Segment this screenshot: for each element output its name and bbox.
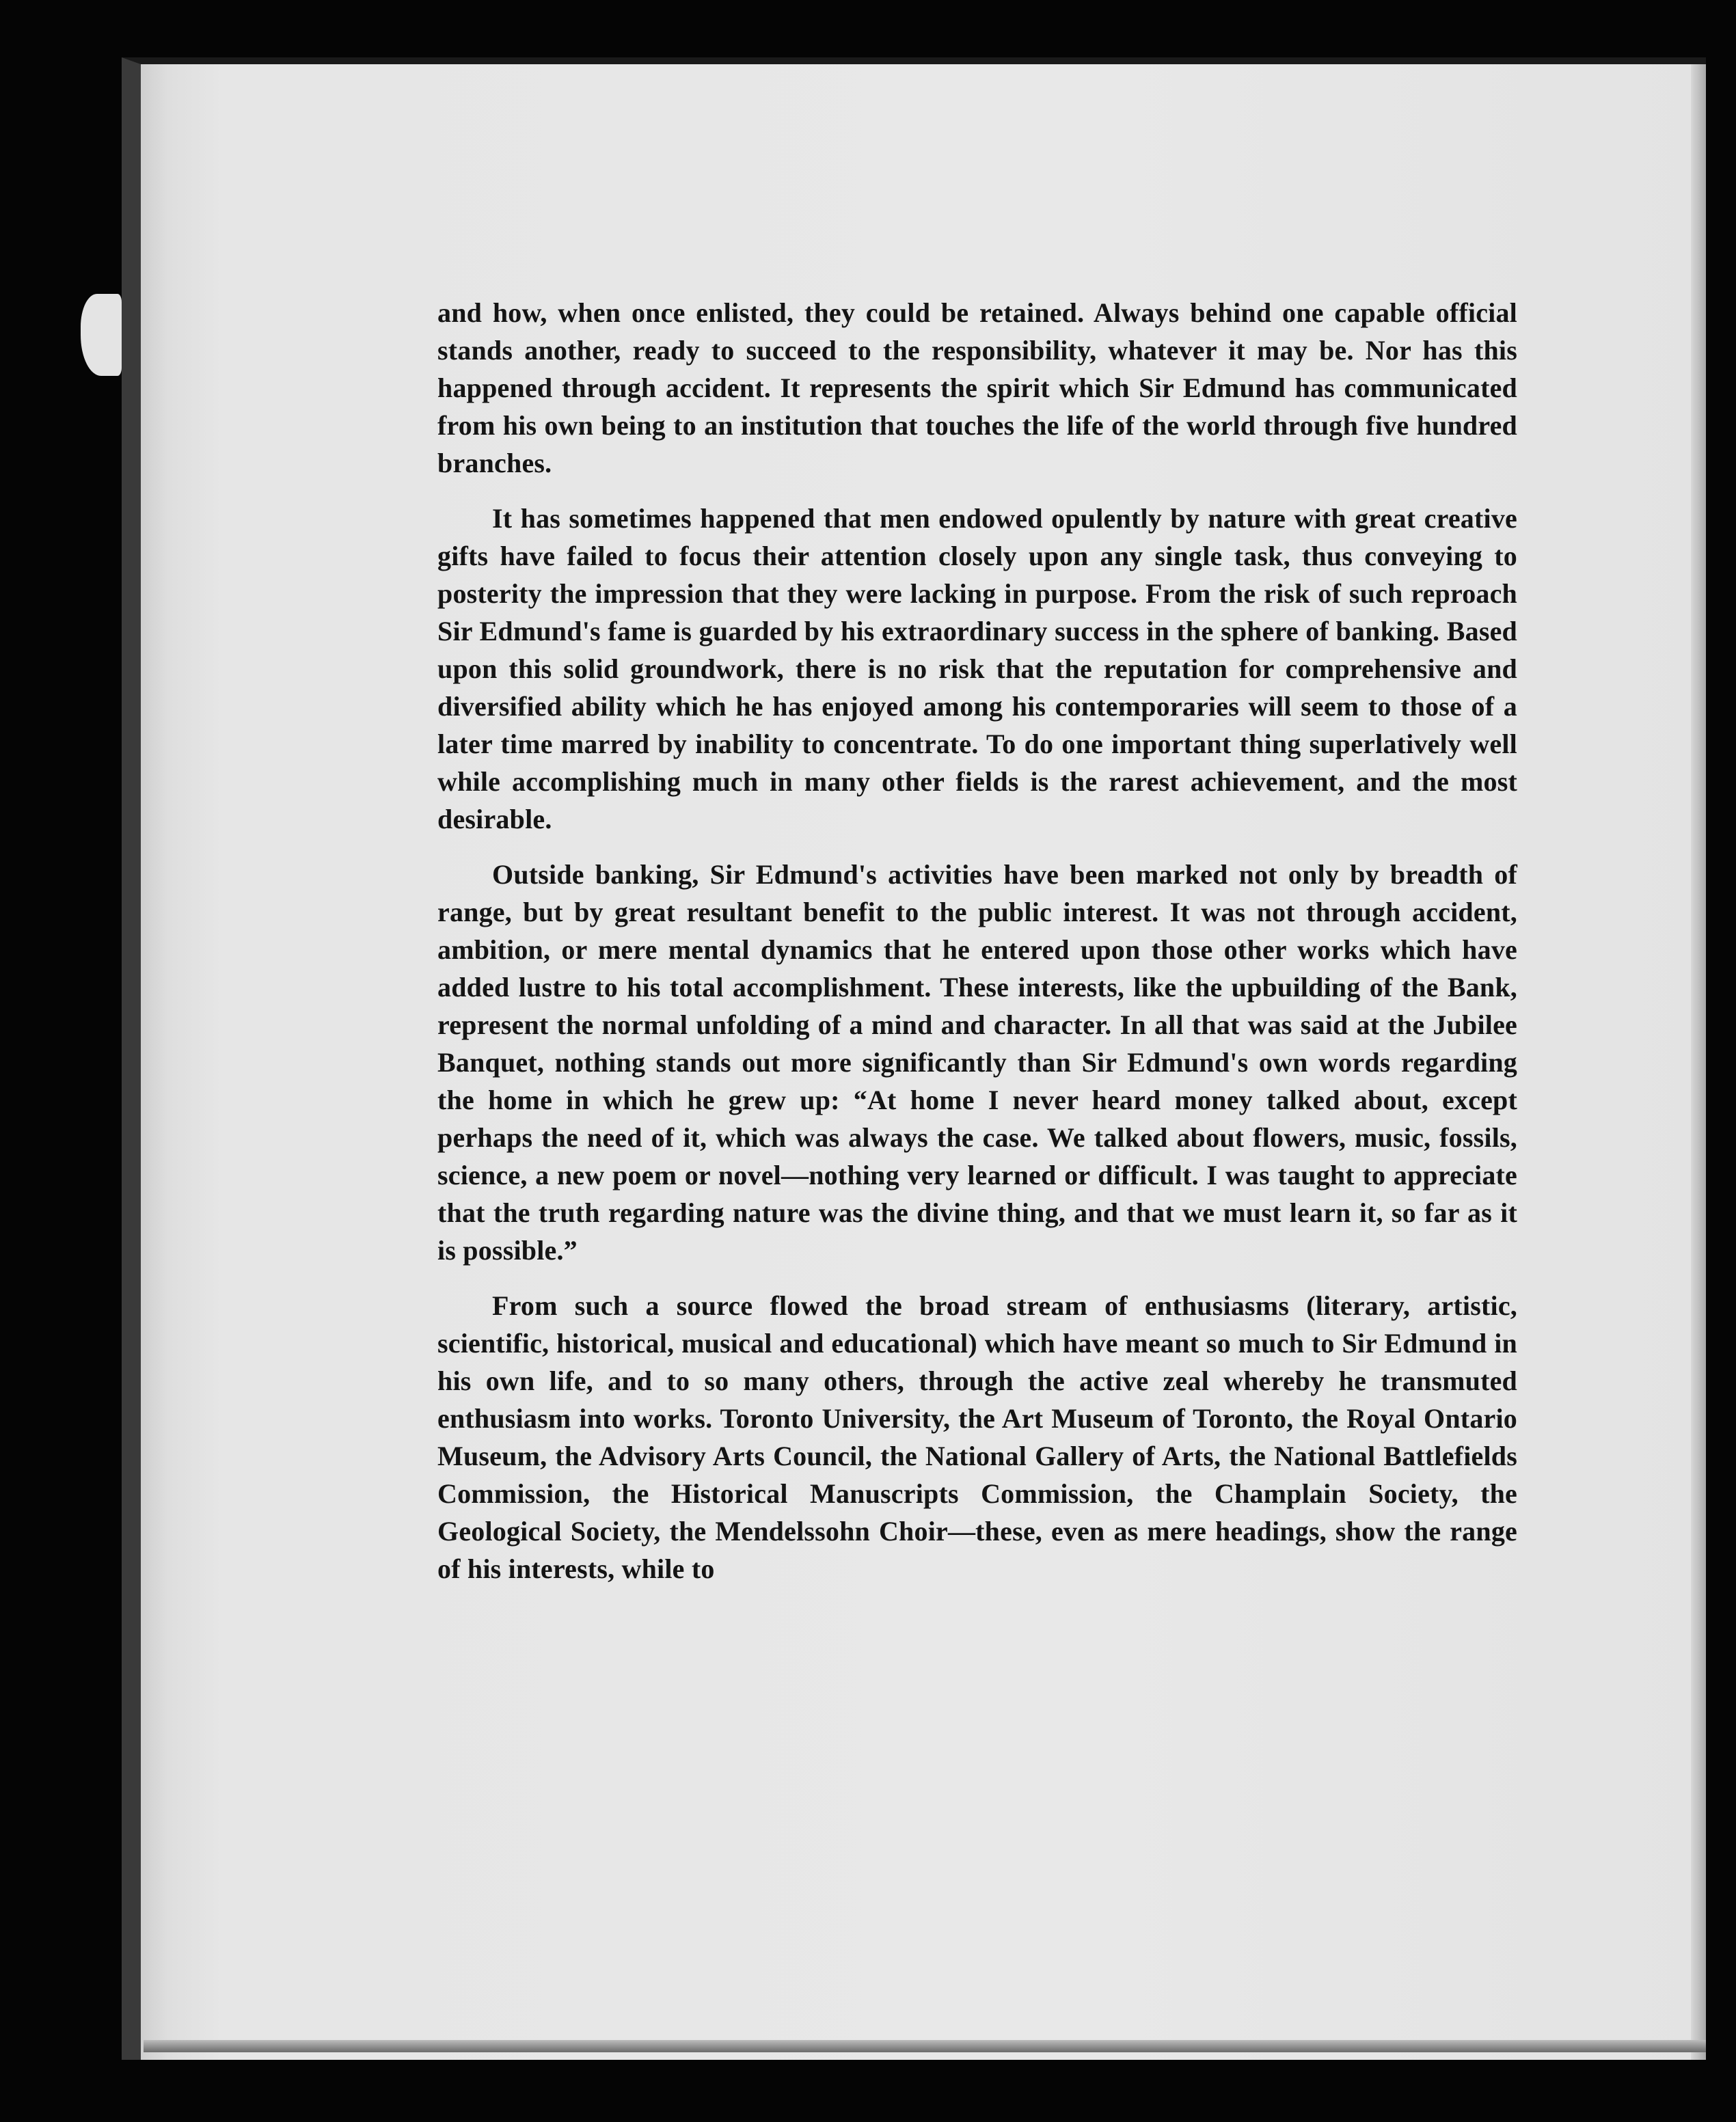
body-text — [437, 294, 1517, 1605]
paragraph-4: From such a source flowed the broad stream of enthusiasms (literary, artistic, scientific, historical, musical and educational) which have meant so much to Sir Edmund in his own life, and to so many others, through the active zeal whereby he transmuted enthusiasm into works. Toronto University, the Art Museum of Toronto, the Royal Ontario Museum, the Advisory Arts Council, the National Gallery of Arts, the National Battlefields Commission, the Historical Manuscripts Commission, the Champlain Society, the Geological Society, the Mendelssohn Choir—these, even as mere headings, show the range of his interests, while to — [437, 1290, 1517, 1584]
paragraph-2: It has sometimes happened that men endowed opulently by nature with great creative gifts have failed to focus their attention closely upon any single task, thus conveying to posterity the impression that they were lacking in purpose. From the risk of such reproach Sir Edmund's fame is guarded by his extraordinary success in the sphere of banking. Based upon this solid groundwork, there is no risk that the reputation for comprehensive and diversified ability which he has enjoyed among his contemporaries will seem to those of a later time marred by inability to concentrate. To do one important thing superlatively well while accomplishing much in many other fields is the rarest achievement, and the most desirable. — [437, 503, 1517, 834]
paper-tab — [81, 294, 122, 376]
paragraph-3: Outside banking, Sir Edmund's activities have been marked not only by breadth of range, but by great resultant benefit to the public interest. It was not through accident, ambition, or mere mental dynamics that he entered upon those other works which have added lustre to his total accomplishment. These interests, like the upbuilding of the Bank, represent the normal unfolding of a mind and character. In all that was said at the Jubilee Banquet, nothing stands out more significantly than Sir Edmund's own words regarding the home in which he grew up: “At home I never heard money talked about, except perhaps the need of it, which was always the case. We talked about flowers, music, fossils, science, a new poem or novel—nothing very learned or difficult. I was taught to appreciate that the truth regarding nature was the divine thing, and that we must learn it, so far as it is possible.” — [437, 859, 1517, 1266]
page-bottom-edge — [144, 2040, 1706, 2052]
paragraph-1: and how, when once enlisted, they could be retained. Always behind one capable official stands another, ready to succeed to the responsibility, whatever it may be. Nor has this happened through accident. It represents the spirit which Sir Edmund has communicated from his own being to an institution that touches the life of the world through five hundred branches. — [437, 297, 1517, 478]
